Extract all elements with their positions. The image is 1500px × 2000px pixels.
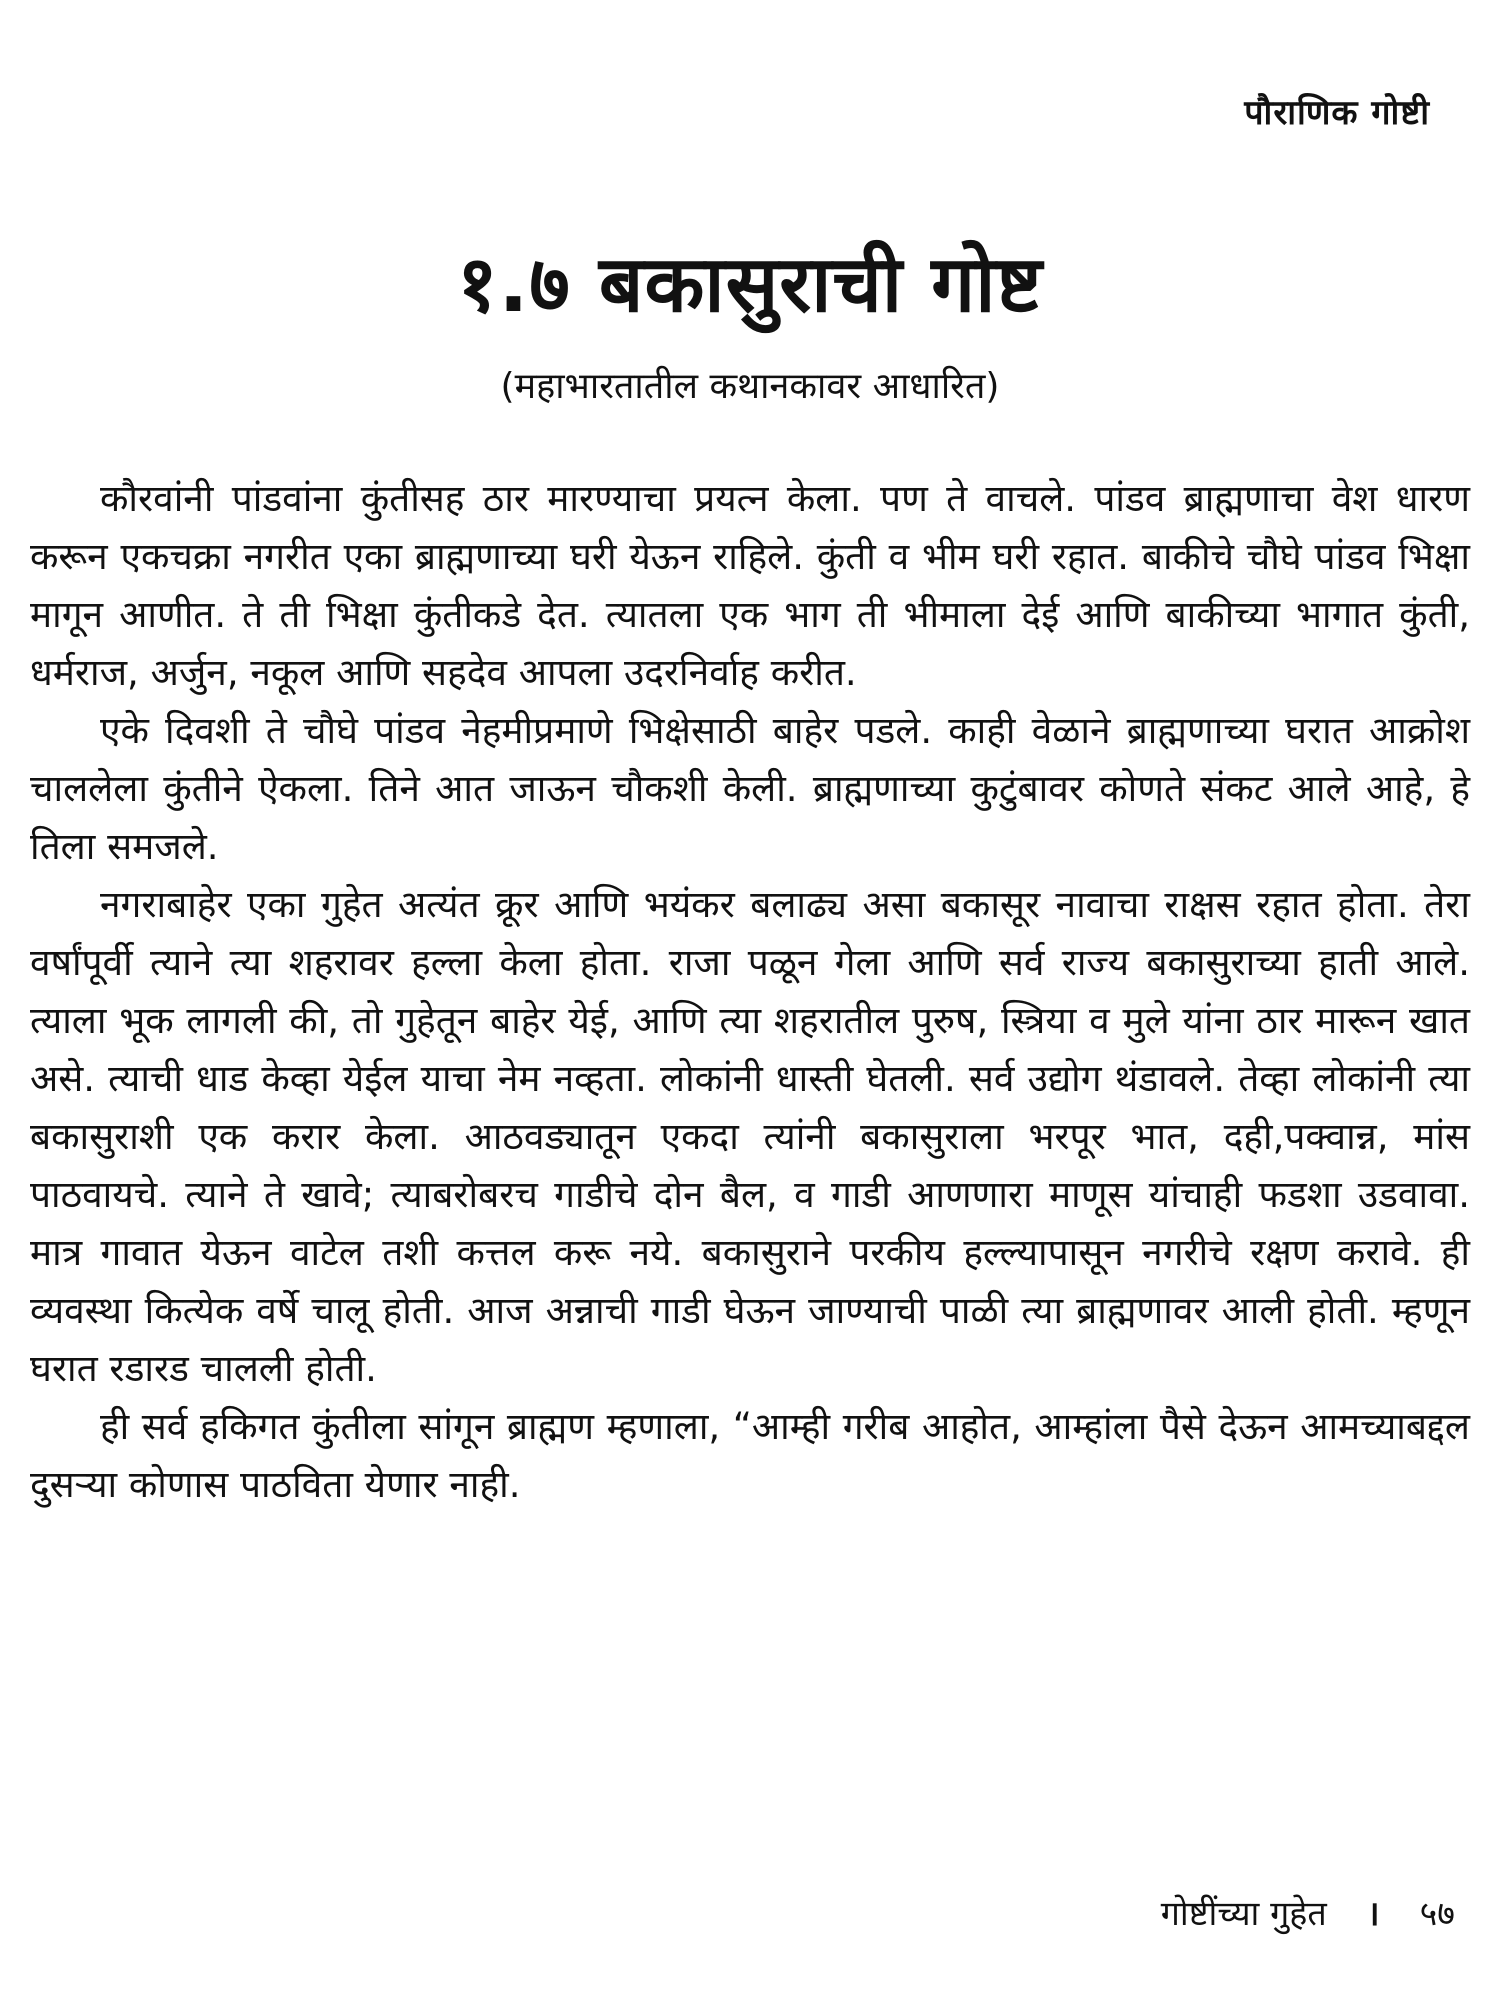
page-number: ५७ <box>1419 1894 1455 1934</box>
footer-book-title: गोष्टींच्या गुहेत <box>1160 1894 1327 1934</box>
chapter-title: १.७ बकासुराची गोष्ट <box>457 240 1043 330</box>
paragraph: एके दिवशी ते चौघे पांडव नेहमीप्रमाणे भिक्षेसाठी बाहेर पडले. काही वेळाने ब्राह्मणाच्या घरात आक्रोश चाललेला कुंतीने ऐकला. तिने आत जाऊन चौकशी केली. ब्राह्मणाच्या कुटुंबावर कोणते संकट आले आहे, हे तिला समजले. <box>30 709 1470 868</box>
chapter-subtitle: (महाभारतातील कथानकावर आधारित) <box>500 366 1000 407</box>
paragraph: ही सर्व हकिगत कुंतीला सांगून ब्राह्मण म्हणाला, “आम्ही गरीब आहोत, आम्हांला पैसे देऊन आमच्याबद्दल दुसऱ्या कोणास पाठविता येणार नाही. <box>30 1405 1470 1506</box>
footer-separator: । <box>1366 1894 1380 1934</box>
paragraph: कौरवांनी पांडवांना कुंतीसह ठार मारण्याचा प्रयत्न केला. पण ते वाचले. पांडव ब्राह्मणाचा वेश धारण करून एकचक्रा नगरीत एका ब्राह्मणाच्या घरी येऊन राहिले. कुंती व भीम घरी रहात. बाकीचे चौघे पांडव भिक्षा मागून आणीत. ते ती भिक्षा कुंतीकडे देत. त्यातला एक भाग ती भीमाला देई आणि बाकीच्या भागात कुंती, धर्मराज, अर्जुन, नकूल आणि सहदेव आपला उदरनिर्वाह करीत. <box>30 477 1470 694</box>
paragraph: नगराबाहेर एका गुहेत अत्यंत क्रूर आणि भयंकर बलाढ्य असा बकासूर नावाचा राक्षस रहात होता. तेरा वर्षांपूर्वी त्याने त्या शहरावर हल्ला केला होता. राजा पळून गेला आणि सर्व राज्य बकासुराच्या हाती आले. त्याला भूक लागली की, तो गुहेतून बाहेर येई, आणि त्या शहरातील पुरुष, स्त्रिया व मुले यांना ठार मारून खात असे. त्याची धाड केव्हा येईल याचा नेम नव्हता. लोकांनी धास्ती घेतली. सर्व उद्योग थंडावले. तेव्हा लोकांनी त्या बकासुराशी एक करार केला. आठवड्यातून एकदा त्यांनी बकासुराला भरपूर भात, दही,पक्वान्न, मांस पाठवायचे. त्याने ते खावे; त्याबरोबरच गाडीचे दोन बैल, व गाडी आणणारा माणूस यांचाही फडशा उडवावा. मात्र गावात येऊन वाटेल तशी कत्तल करू नये. बकासुराने परकीय हल्ल्यापासून नगरीचे रक्षण करावे. ही व्यवस्था कित्येक वर्षे चालू होती. आज अन्नाची गाडी घेऊन जाण्याची पाळी त्या ब्राह्मणावर आली होती. म्हणून घरात रडारड चालली होती. <box>30 883 1470 1390</box>
page-footer <box>1161 1889 1455 1935</box>
story-body <box>30 470 1470 1514</box>
running-header: पौराणिक गोष्टी <box>1244 93 1430 133</box>
